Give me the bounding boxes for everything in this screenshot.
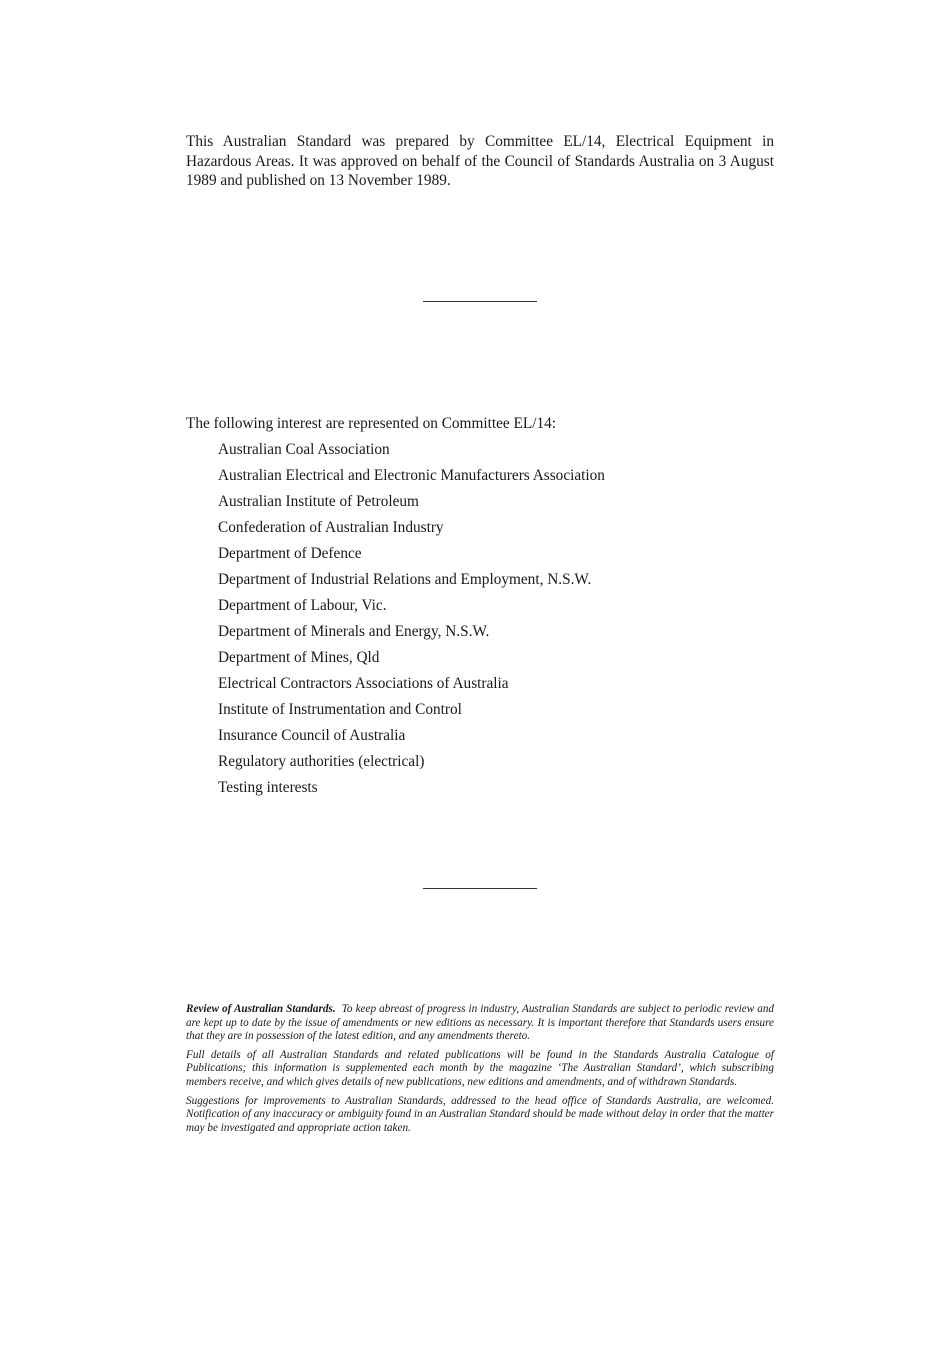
committee-member: Testing interests (218, 779, 318, 796)
committee-member: Confederation of Australian Industry (218, 519, 444, 536)
approval-statement: This Australian Standard was prepared by Committee EL/14, Electrical Equipment in Hazardous Areas. It was approved on behalf of the Council of Standards Australia on 3 August 1989 and published on 13 November 1989. (186, 133, 774, 189)
committee-member: Electrical Contractors Associations of Australia (218, 675, 509, 692)
committee-member: Australian Electrical and Electronic Manufacturers Association (218, 467, 605, 484)
committee-member: Department of Defence (218, 545, 362, 562)
committee-member: Institute of Instrumentation and Control (218, 701, 462, 718)
section-divider (423, 301, 537, 302)
review-paragraph-3: Suggestions for improvements to Australian Standards, addressed to the head office of Standards Australia, are welcomed. Notification of any inaccuracy or ambiguity found in an Australian Standard should be made without delay in order that the matter may be investigated and appropriate action taken. (186, 1094, 774, 1134)
review-notice (186, 1003, 774, 1140)
committee-member: Regulatory authorities (electrical) (218, 753, 425, 770)
committee-member: Insurance Council of Australia (218, 727, 406, 744)
committee-member: Department of Mines, Qld (218, 649, 380, 666)
committee-member-list (218, 440, 605, 804)
committee-heading: The following interest are represented on Committee EL/14: (186, 415, 556, 432)
section-divider (423, 888, 537, 889)
review-paragraph-2: Full details of all Australian Standards and related publications will be found in the Standards Australia Catalogue of Publications; this information is supplemented each month by the magazine ‘The Australian Standard’, which subscribing members receive, and which gives details of new publications, new editions and amendments, and of withdrawn Standards. (186, 1048, 774, 1088)
review-title: Review of Australian Standards. (186, 1003, 336, 1015)
committee-member: Department of Minerals and Energy, N.S.W. (218, 623, 490, 640)
committee-member: Department of Industrial Relations and Employment, N.S.W. (218, 571, 592, 588)
committee-member: Australian Coal Association (218, 441, 390, 458)
committee-member: Australian Institute of Petroleum (218, 493, 419, 510)
review-text-1: To keep abreast of progress in industry, Australian Standards are subject to periodic review and are kept up to date by the issue of amendments or new editions as necessary. It is important therefore that Standards users ensure that they are in possession of the latest edition, and any amendments thereto. (186, 1003, 775, 1043)
committee-member: Department of Labour, Vic. (218, 597, 387, 614)
review-paragraph-1 (186, 1003, 774, 1044)
